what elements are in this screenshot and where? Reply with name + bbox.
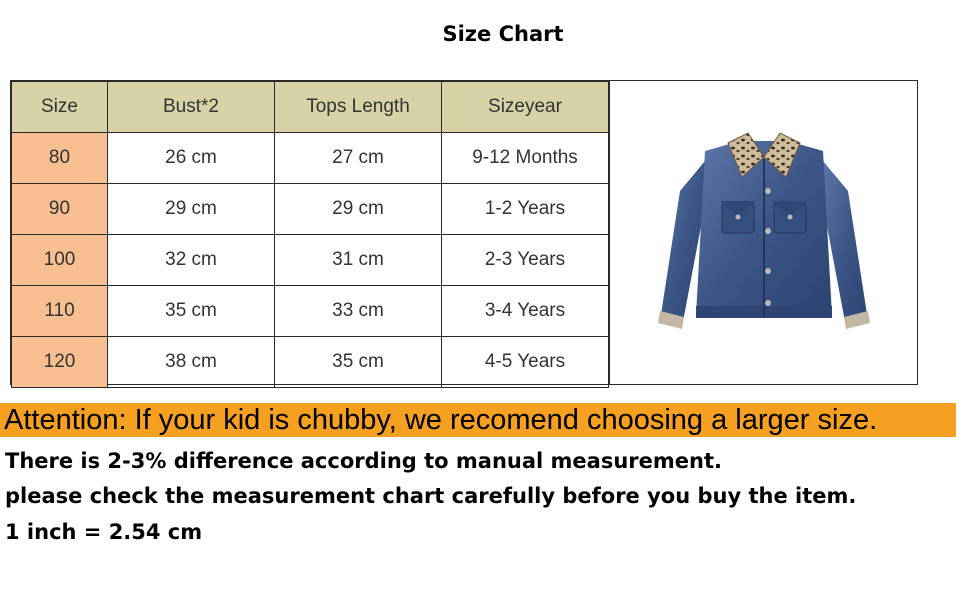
denim-jacket-image <box>610 81 918 384</box>
cell-tops-length: 31 cm <box>275 235 442 286</box>
cell-tops-length: 29 cm <box>275 184 442 235</box>
cell-tops-length: 27 cm <box>275 133 442 184</box>
header-size: Size <box>12 82 108 133</box>
table-row <box>12 184 609 235</box>
header-bust: Bust*2 <box>108 82 275 133</box>
table-row <box>12 286 609 337</box>
cell-sizeyear: 2-3 Years <box>442 235 609 286</box>
cell-bust: 38 cm <box>108 337 275 388</box>
cell-size: 110 <box>12 286 108 337</box>
cell-tops-length: 33 cm <box>275 286 442 337</box>
measurement-note: There is 2-3% difference according to manual measurement. <box>5 449 722 473</box>
cell-size: 90 <box>12 184 108 235</box>
product-photo <box>609 81 918 384</box>
table-row <box>12 235 609 286</box>
cell-sizeyear: 1-2 Years <box>442 184 609 235</box>
header-tops-length: Tops Length <box>275 82 442 133</box>
cell-size: 120 <box>12 337 108 388</box>
check-chart-note: please check the measurement chart carefully before you buy the item. <box>5 484 857 508</box>
attention-banner: Attention: If your kid is chubby, we recomend choosing a larger size. <box>0 403 956 437</box>
cell-bust: 29 cm <box>108 184 275 235</box>
table-row <box>12 337 609 388</box>
cell-size: 100 <box>12 235 108 286</box>
size-table <box>11 81 609 388</box>
cell-sizeyear: 4-5 Years <box>442 337 609 388</box>
cell-sizeyear: 3-4 Years <box>442 286 609 337</box>
cell-sizeyear: 9-12 Months <box>442 133 609 184</box>
table-row <box>12 133 609 184</box>
header-sizeyear: Sizeyear <box>442 82 609 133</box>
size-chart <box>10 80 918 385</box>
cell-bust: 32 cm <box>108 235 275 286</box>
cell-bust: 26 cm <box>108 133 275 184</box>
cell-tops-length: 35 cm <box>275 337 442 388</box>
cell-bust: 35 cm <box>108 286 275 337</box>
inch-conversion-note: 1 inch = 2.54 cm <box>5 520 203 544</box>
table-header-row <box>12 82 609 133</box>
cell-size: 80 <box>12 133 108 184</box>
page-title: Size Chart <box>442 22 564 46</box>
